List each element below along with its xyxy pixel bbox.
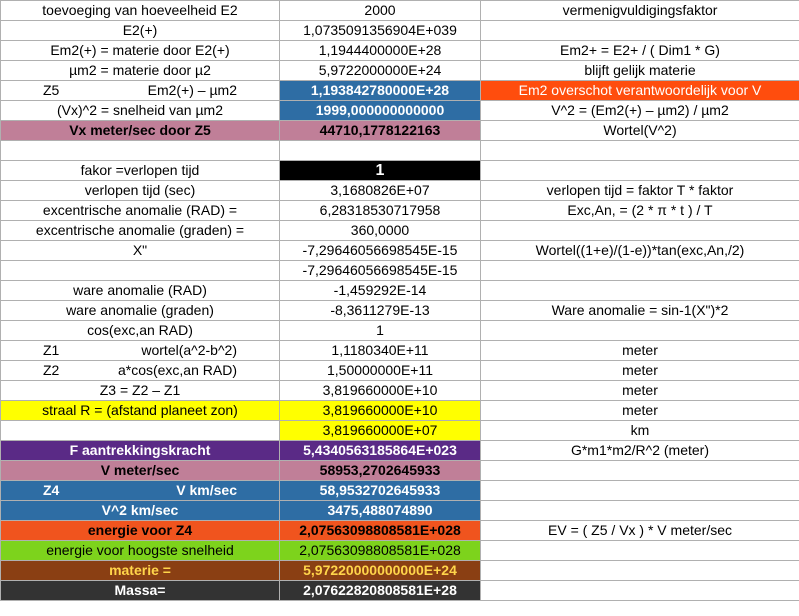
cell-note[interactable] <box>481 581 799 601</box>
cell-note[interactable]: blijft gelijk materie <box>481 61 799 81</box>
cell-label[interactable]: straal R = (afstand planeet zon) <box>1 401 280 421</box>
cell-label[interactable] <box>1 421 280 441</box>
cell-value[interactable]: 1,0735091356904E+039 <box>280 21 481 41</box>
cell-note[interactable] <box>481 501 799 521</box>
cell-label[interactable]: X" <box>1 241 280 261</box>
cell-label[interactable]: Vx meter/sec door Z5 <box>1 121 280 141</box>
table-row <box>1 521 799 541</box>
cell-note[interactable] <box>481 561 799 581</box>
cell-label[interactable] <box>1 81 280 101</box>
cell-label[interactable]: materie = <box>1 561 280 581</box>
cell-value[interactable]: 2,07622820808581E+28 <box>280 581 481 601</box>
cell-label[interactable]: E2(+) <box>1 21 280 41</box>
cell-value[interactable]: 5,9722000000E+24 <box>280 61 481 81</box>
cell-label[interactable]: V^2 km/sec <box>1 501 280 521</box>
table-row <box>1 581 799 601</box>
table-row <box>1 1 799 21</box>
cell-value[interactable]: 1 <box>280 321 481 341</box>
cell-note[interactable]: G*m1*m2/R^2 (meter) <box>481 441 799 461</box>
cell-note[interactable] <box>481 481 799 501</box>
cell-note[interactable]: Wortel(V^2) <box>481 121 799 141</box>
cell-value[interactable]: 3475,488074890 <box>280 501 481 521</box>
table-row <box>1 201 799 221</box>
cell-label[interactable]: µm2 = materie door µ2 <box>1 61 280 81</box>
cell-value[interactable]: 58,9532702645933 <box>280 481 481 501</box>
cell-note[interactable]: Exc,An, = (2 * π * t ) / T <box>481 201 799 221</box>
table-row <box>1 381 799 401</box>
table-row <box>1 561 799 581</box>
table-row <box>1 241 799 261</box>
cell-value[interactable]: 1,193842780000E+28 <box>280 81 481 101</box>
table-row <box>1 401 799 421</box>
cell-note[interactable] <box>481 461 799 481</box>
cell-note[interactable]: meter <box>481 381 799 401</box>
cell-value[interactable]: 3,1680826E+07 <box>280 181 481 201</box>
table-row <box>1 141 799 161</box>
table-row <box>1 361 799 381</box>
table-row <box>1 541 799 561</box>
table-row <box>1 321 799 341</box>
table-row <box>1 121 799 141</box>
cell-label-left: Z4 <box>43 482 60 498</box>
cell-label[interactable]: F aantrekkingskracht <box>1 441 280 461</box>
cell-value[interactable]: 5,97220000000000E+24 <box>280 561 481 581</box>
cell-note[interactable] <box>481 321 799 341</box>
cell-label[interactable] <box>1 361 280 381</box>
cell-note[interactable]: Wortel((1+e)/(1-e))*tan(exc,An,/2) <box>481 241 799 261</box>
table-row <box>1 101 799 121</box>
cell-note[interactable]: vermenigvuldigingsfaktor <box>481 1 799 21</box>
table-row <box>1 301 799 321</box>
cell-label[interactable] <box>1 261 280 281</box>
table-row <box>1 461 799 481</box>
table-row <box>1 421 799 441</box>
cell-note[interactable] <box>481 261 799 281</box>
cell-label[interactable]: cos(exc,an RAD) <box>1 321 280 341</box>
cell-label-right: V km/sec <box>176 482 237 498</box>
cell-value[interactable]: 3,819660000E+10 <box>280 401 481 421</box>
cell-label[interactable] <box>1 341 280 361</box>
table-row <box>1 41 799 61</box>
cell-value[interactable]: 3,819660000E+10 <box>280 381 481 401</box>
cell-label[interactable]: excentrische anomalie (graden) = <box>1 221 280 241</box>
cell-note[interactable] <box>481 161 799 181</box>
table-row <box>1 481 799 501</box>
cell-value[interactable]: 1,1180340E+11 <box>280 341 481 361</box>
cell-value[interactable]: 3,819660000E+07 <box>280 421 481 441</box>
cell-note[interactable]: verlopen tijd = faktor T * faktor <box>481 181 799 201</box>
table-row <box>1 181 799 201</box>
cell-note[interactable]: Ware anomalie = sin-1(X")*2 <box>481 301 799 321</box>
cell-value[interactable]: -8,3611279E-13 <box>280 301 481 321</box>
cell-note[interactable] <box>481 221 799 241</box>
cell-value[interactable]: 58953,2702645933 <box>280 461 481 481</box>
cell-value[interactable]: 1999,000000000000 <box>280 101 481 121</box>
cell-note[interactable] <box>481 141 799 161</box>
cell-value[interactable]: 6,28318530717958 <box>280 201 481 221</box>
cell-label[interactable]: ware anomalie (graden) <box>1 301 280 321</box>
cell-label[interactable]: Em2(+) = materie door E2(+) <box>1 41 280 61</box>
table-row <box>1 281 799 301</box>
cell-label-left: Z5 <box>43 82 60 98</box>
cell-note[interactable]: V^2 = (Em2(+) – µm2) / µm2 <box>481 101 799 121</box>
cell-note[interactable]: meter <box>481 401 799 421</box>
cell-label[interactable]: fakor =verlopen tijd <box>1 161 280 181</box>
cell-note[interactable]: Em2+ = E2+ / ( Dim1 * G) <box>481 41 799 61</box>
cell-label[interactable]: Z3 = Z2 – Z1 <box>1 381 280 401</box>
cell-value[interactable]: 5,4340563185864E+023 <box>280 441 481 461</box>
cell-label[interactable]: (Vx)^2 = snelheid van µm2 <box>1 101 280 121</box>
cell-label[interactable]: excentrische anomalie (RAD) = <box>1 201 280 221</box>
cell-label[interactable]: toevoeging van hoeveelheid E2 <box>1 1 280 21</box>
cell-note[interactable]: EV = ( Z5 / Vx ) * V meter/sec <box>481 521 799 541</box>
cell-label[interactable]: energie voor hoogste snelheid <box>1 541 280 561</box>
cell-label-left: Z2 <box>43 362 60 378</box>
cell-value[interactable]: -7,29646056698545E-15 <box>280 261 481 281</box>
cell-value[interactable]: 2,07563098808581E+028 <box>280 521 481 541</box>
table-row <box>1 501 799 521</box>
cell-label-right: a*cos(exc,an RAD) <box>117 362 237 378</box>
table-row <box>1 221 799 241</box>
cell-note[interactable] <box>481 541 799 561</box>
cell-note[interactable]: km <box>481 421 799 441</box>
cell-label[interactable]: energie voor Z4 <box>1 521 280 541</box>
cell-note[interactable]: Em2 overschot verantwoordelijk voor V <box>481 81 799 101</box>
table-row <box>1 341 799 361</box>
cell-label-right: wortel(a^2-b^2) <box>141 342 237 358</box>
cell-value[interactable]: 44710,1778122163 <box>280 121 481 141</box>
table-row <box>1 441 799 461</box>
table-row <box>1 61 799 81</box>
cell-label[interactable]: V meter/sec <box>1 461 280 481</box>
cell-label[interactable]: ware anomalie (RAD) <box>1 281 280 301</box>
cell-value[interactable]: 2,07563098808581E+028 <box>280 541 481 561</box>
table-row <box>1 21 799 41</box>
cell-label-right: Em2(+) – µm2 <box>147 82 237 98</box>
cell-label[interactable] <box>1 481 280 501</box>
cell-value[interactable]: 1,1944400000E+28 <box>280 41 481 61</box>
table-row <box>1 261 799 281</box>
cell-value[interactable]: 2000 <box>280 1 481 21</box>
cell-value[interactable] <box>280 141 481 161</box>
table-row <box>1 161 799 181</box>
cell-note[interactable]: meter <box>481 361 799 381</box>
cell-value[interactable]: 1 <box>280 161 481 181</box>
cell-label[interactable]: verlopen tijd (sec) <box>1 181 280 201</box>
cell-value[interactable]: 360,0000 <box>280 221 481 241</box>
cell-note[interactable]: meter <box>481 341 799 361</box>
cell-note[interactable] <box>481 281 799 301</box>
cell-label[interactable] <box>1 141 280 161</box>
cell-note[interactable] <box>481 21 799 41</box>
cell-label[interactable]: Massa= <box>1 581 280 601</box>
cell-value[interactable]: -1,459292E-14 <box>280 281 481 301</box>
cell-value[interactable]: -7,29646056698545E-15 <box>280 241 481 261</box>
cell-value[interactable]: 1,50000000E+11 <box>280 361 481 381</box>
cell-label-left: Z1 <box>43 342 60 358</box>
table-row <box>1 81 799 101</box>
